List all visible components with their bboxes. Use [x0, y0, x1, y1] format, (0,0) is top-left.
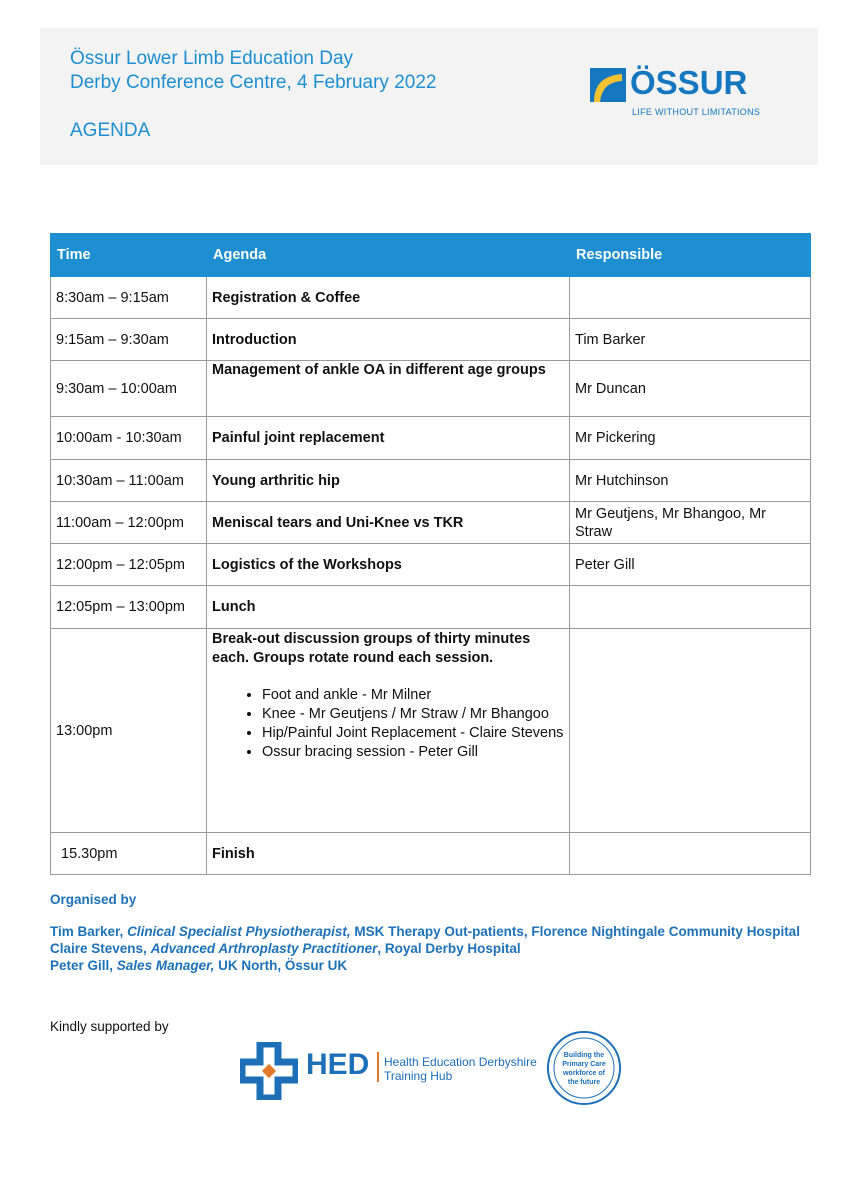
list-item: • Knee - Mr Geutjens / Mr Straw / Mr Bhangoo — [262, 705, 564, 723]
hed-logo — [240, 1040, 540, 1102]
organisers-section — [50, 892, 810, 974]
seal-line-2: Primary Care — [562, 1061, 606, 1068]
organiser-role: Clinical Specialist Physiotherapist, — [127, 924, 351, 939]
row-time: 10:00am - 10:30am — [51, 417, 207, 460]
table-row — [51, 586, 811, 629]
table-header-row — [51, 234, 811, 277]
event-venue-date: Derby Conference Centre, 4 February 2022 — [70, 72, 437, 93]
row-time: 12:00pm – 12:05pm — [51, 544, 207, 586]
list-item: • Hip/Painful Joint Replacement - Claire Stevens — [262, 724, 564, 742]
header-agenda: Agenda — [207, 234, 570, 277]
row-agenda: Logistics of the Workshops — [207, 544, 570, 586]
row-responsible — [570, 277, 811, 319]
organiser-name: Peter Gill, — [50, 958, 114, 973]
table-row — [51, 319, 811, 361]
row-responsible — [570, 833, 811, 875]
row-agenda: Lunch — [207, 586, 570, 629]
breakout-description: Break-out discussion groups of thirty minutes each. Groups rotate round each session. — [212, 631, 531, 666]
row-time: 11:00am – 12:00pm — [51, 502, 207, 544]
table-row — [51, 417, 811, 460]
agenda-table — [50, 233, 811, 875]
seal-line-4: the future — [567, 1079, 601, 1086]
supported-by-label: Kindly supported by — [50, 1019, 169, 1034]
ossur-logo-text: ÖSSUR — [630, 64, 748, 101]
organiser-entry — [50, 940, 810, 957]
table-row-breakout — [51, 629, 811, 833]
hed-line1: Health Education Derbyshire — [384, 1055, 537, 1069]
organiser-entry — [50, 957, 810, 974]
organiser-org: UK North, Össur UK — [218, 958, 348, 973]
row-time: 9:30am – 10:00am — [51, 361, 207, 417]
row-responsible: Mr Geutjens, Mr Bhangoo, Mr Straw — [570, 502, 811, 544]
primary-care-seal-icon — [546, 1030, 622, 1106]
seal-line-1: Building the — [563, 1052, 605, 1059]
row-agenda: Painful joint replacement — [207, 417, 570, 460]
hed-logo-text: HED — [306, 1048, 370, 1081]
row-time: 10:30am – 11:00am — [51, 460, 207, 502]
row-responsible: Mr Hutchinson — [570, 460, 811, 502]
organiser-org: MSK Therapy Out-patients, Florence Nightingale Community Hospital — [354, 924, 800, 939]
header-time: Time — [51, 234, 207, 277]
row-agenda: Management of ankle OA in different age groups — [207, 361, 570, 417]
row-time: 15.30pm — [51, 833, 207, 875]
ossur-logo-tagline: LIFE WITHOUT LIMITATIONS — [632, 107, 761, 117]
row-responsible: Peter Gill — [570, 544, 811, 586]
hed-subtitle — [384, 1055, 537, 1083]
ossur-logo-mark-icon — [590, 68, 630, 104]
list-item: • Ossur bracing session - Peter Gill — [262, 743, 564, 761]
header-responsible: Responsible — [570, 234, 811, 277]
row-agenda: Registration & Coffee — [207, 277, 570, 319]
organiser-name: Tim Barker, — [50, 924, 124, 939]
seal-line-3: workforce of — [562, 1070, 606, 1077]
row-responsible — [570, 629, 811, 833]
row-agenda-breakout — [207, 629, 570, 833]
organisers-heading: Organised by — [50, 892, 137, 907]
row-time: 12:05pm – 13:00pm — [51, 586, 207, 629]
row-responsible — [570, 586, 811, 629]
row-time: 13:00pm — [51, 629, 207, 833]
organiser-entry — [50, 923, 810, 940]
table-row — [51, 833, 811, 875]
row-time: 8:30am – 9:15am — [51, 277, 207, 319]
organiser-role: Advanced Arthroplasty Practitioner — [150, 941, 378, 956]
row-agenda: Meniscal tears and Uni-Knee vs TKR — [207, 502, 570, 544]
row-responsible: Tim Barker — [570, 319, 811, 361]
breakout-list — [212, 686, 564, 761]
table-row — [51, 361, 811, 417]
organiser-role: Sales Manager, — [116, 958, 215, 973]
list-item: • Foot and ankle - Mr Milner — [262, 686, 564, 704]
organiser-name: Claire Stevens, — [50, 941, 147, 956]
table-row — [51, 502, 811, 544]
row-agenda: Finish — [207, 833, 570, 875]
header-banner — [40, 28, 818, 165]
ossur-logo — [590, 64, 780, 123]
hed-cross-icon — [240, 1042, 298, 1100]
hed-line2: Training Hub — [384, 1069, 453, 1083]
table-row — [51, 277, 811, 319]
table-row — [51, 460, 811, 502]
table-row — [51, 544, 811, 586]
event-title: Össur Lower Limb Education Day — [70, 48, 354, 69]
row-agenda: Introduction — [207, 319, 570, 361]
organiser-org: , Royal Derby Hospital — [377, 941, 521, 956]
row-responsible: Mr Duncan — [570, 361, 811, 417]
hed-divider — [377, 1052, 379, 1082]
row-agenda: Young arthritic hip — [207, 460, 570, 502]
agenda-heading: AGENDA — [70, 120, 151, 141]
row-responsible: Mr Pickering — [570, 417, 811, 460]
row-time: 9:15am – 9:30am — [51, 319, 207, 361]
